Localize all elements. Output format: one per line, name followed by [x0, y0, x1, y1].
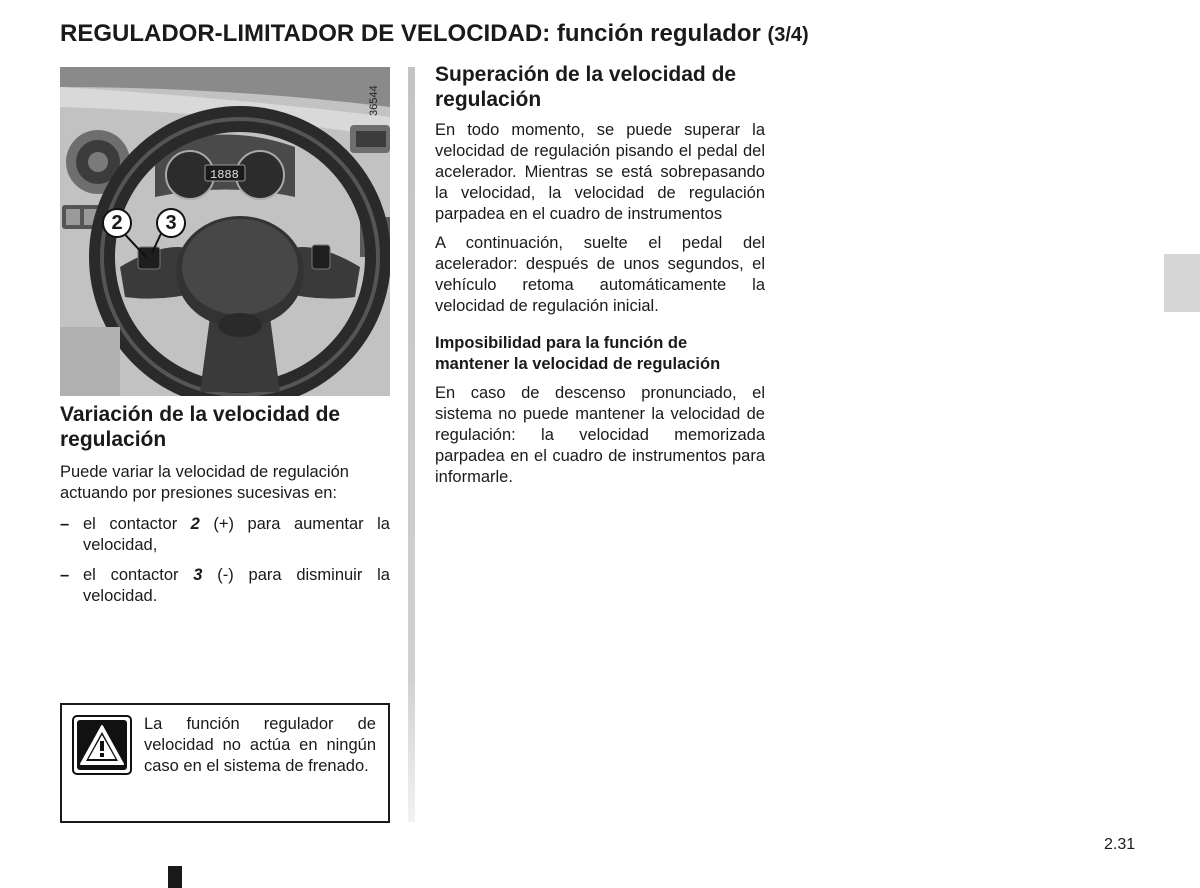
left-intro: Puede variar la velocidad de regulación actuando por presiones sucesivas en:: [60, 463, 349, 502]
right-paragraph-3: En caso de descenso pronunciado, el sistema no puede mantener la velocidad de regulación: la velocidad memorizada parpadea en el cuadro de instrumentos para informarle.: [435, 384, 765, 486]
section-part: (3/4): [767, 24, 809, 46]
corner-mark: [168, 866, 182, 888]
chapter-tab: [1164, 254, 1200, 312]
right-column: [435, 62, 765, 488]
right-heading: Superación de la velocidad de regulación: [435, 63, 737, 111]
warning-box: [60, 703, 390, 823]
page-title-text: REGULADOR-LIMITADOR DE VELOCIDAD: función regulador: [60, 20, 761, 47]
page-title: [60, 20, 809, 48]
left-column: [60, 402, 390, 616]
page-number: 2.31: [1104, 836, 1136, 853]
right-paragraph-1: En todo momento, se puede superar la velocidad de regulación pisando el pedal del acelerador. Mientras se está sobrepasando la velocidad, la velocidad de regulación parpadea en el cuadro de instrumentos: [435, 121, 765, 223]
display-reading: 1888: [210, 168, 239, 182]
figure-reference-code: 36544: [368, 85, 380, 116]
right-paragraph-2: A continuación, suelte el pedal del acelerador: después de unos segundos, el vehículo retoma automáticamente la velocidad de regulación inicial.: [435, 234, 765, 315]
left-heading: Variación de la velocidad de regulación: [60, 403, 341, 451]
right-subheading: Imposibilidad para la función de mantener la velocidad de regulación: [435, 334, 721, 373]
list-item: – el contactor 3 (-) para disminuir la velocidad.: [60, 565, 390, 607]
ref-number: 3: [193, 566, 203, 584]
switch-list: [60, 514, 390, 607]
callout-3: 3: [156, 208, 186, 238]
column-divider: [408, 67, 415, 822]
warning-text: La función regulador de velocidad no actúa en ningún caso en el sistema de frenado.: [144, 715, 376, 775]
steering-wheel-illustration: [60, 67, 390, 396]
ref-number: 2: [190, 515, 200, 533]
warning-triangle-icon: [72, 715, 132, 775]
list-item: – el contactor 2 (+) para aumentar la velocidad,: [60, 514, 390, 556]
callout-2: 2: [102, 208, 132, 238]
